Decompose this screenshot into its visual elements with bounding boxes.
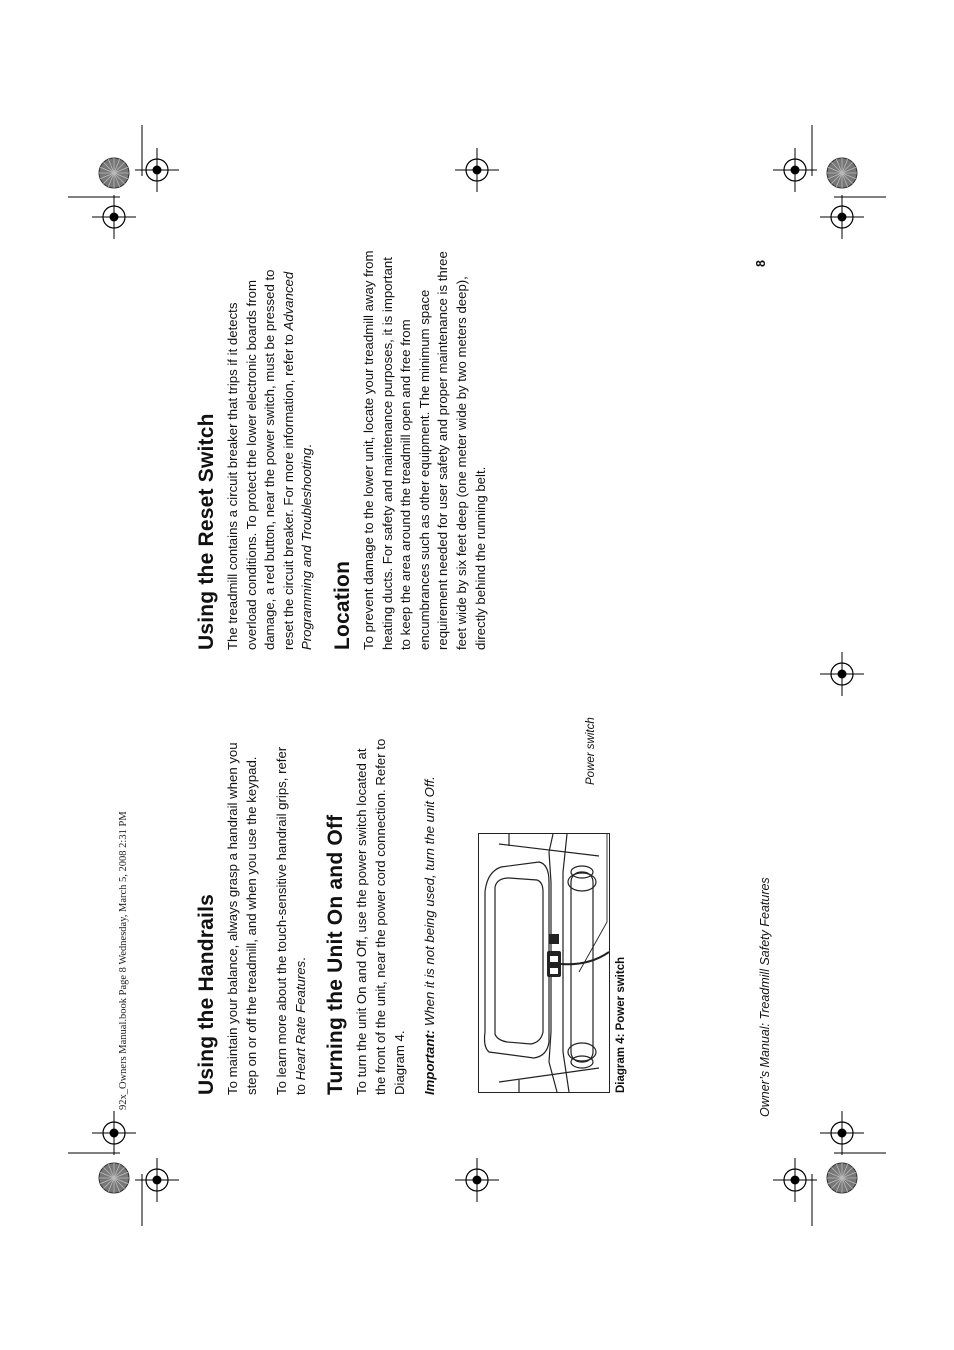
power-switch-callout: Power switch [585,717,597,785]
left-column [195,735,454,1095]
important-note [421,735,440,1095]
turning-heading: Turning the Unit On and Off [324,814,348,1095]
power-switch-diagram [478,833,610,1093]
advanced-programming-reference: Advanced Programming and Troubleshooting [280,271,315,650]
handrails-p2-prefix: To learn more about the touch-sensitive handrail grips, refer to [274,746,308,1095]
reset-switch-heading: Using the Reset Switch [195,413,218,650]
handrails-section [195,735,310,1095]
handrails-paragraph-2 [273,735,310,1095]
handrails-heading: Using the Handrails [195,893,218,1095]
heart-rate-features-reference: Heart Rate Features [292,960,308,1081]
turning-section [324,735,439,1095]
reset-p1-suffix: . [299,444,315,448]
footer-title: Owner’s Manual: Treadmill Safety Features [758,877,772,1117]
location-heading: Location [330,560,354,650]
right-column [195,250,504,650]
reset-switch-paragraph [224,250,317,650]
reset-switch-section [195,250,317,650]
location-section [331,250,490,650]
handrails-paragraph-1: To maintain your balance, always grasp a handrail when you step on or off the treadmill, and when you use the keypad. [225,742,259,1095]
reset-p1-prefix: The treadmill contains a circuit breaker that trips if it detects overload conditions. To protect the lower electronic boards from damage, a red button, near the power switch, must be pressed to reset the circuit breaker. For more information, refer to [225,269,296,650]
diagram-caption: Diagram 4: Power switch [615,956,627,1093]
handrails-p2-suffix: . [292,957,308,961]
page-number: 8 [754,260,768,267]
location-paragraph: To prevent damage to the lower unit, locate your treadmill away from heating ducts. For safety and maintenance purposes, it is important to keep the area around the treadmill open and free from encumbrances such as other equipment. The minimum space requirement needed for user safety and proper maintenance is three feet wide by six feet deep (one meter wide by two meters deep), directly behind the running belt. [360,250,488,650]
important-text: When it is not being used, turn the unit Off. [422,776,438,1030]
turning-paragraph: To turn the unit On and Off, use the power switch located at the front of the unit, near the power cord connection. Refer to Diagram 4. [354,738,407,1095]
important-label: Important: [422,1029,438,1095]
file-stamp: 92x_Owners Manual.book Page 8 Wednesday, March 5, 2008 2:31 PM [118,811,129,1110]
treadmill-front-illustration [479,834,609,1092]
